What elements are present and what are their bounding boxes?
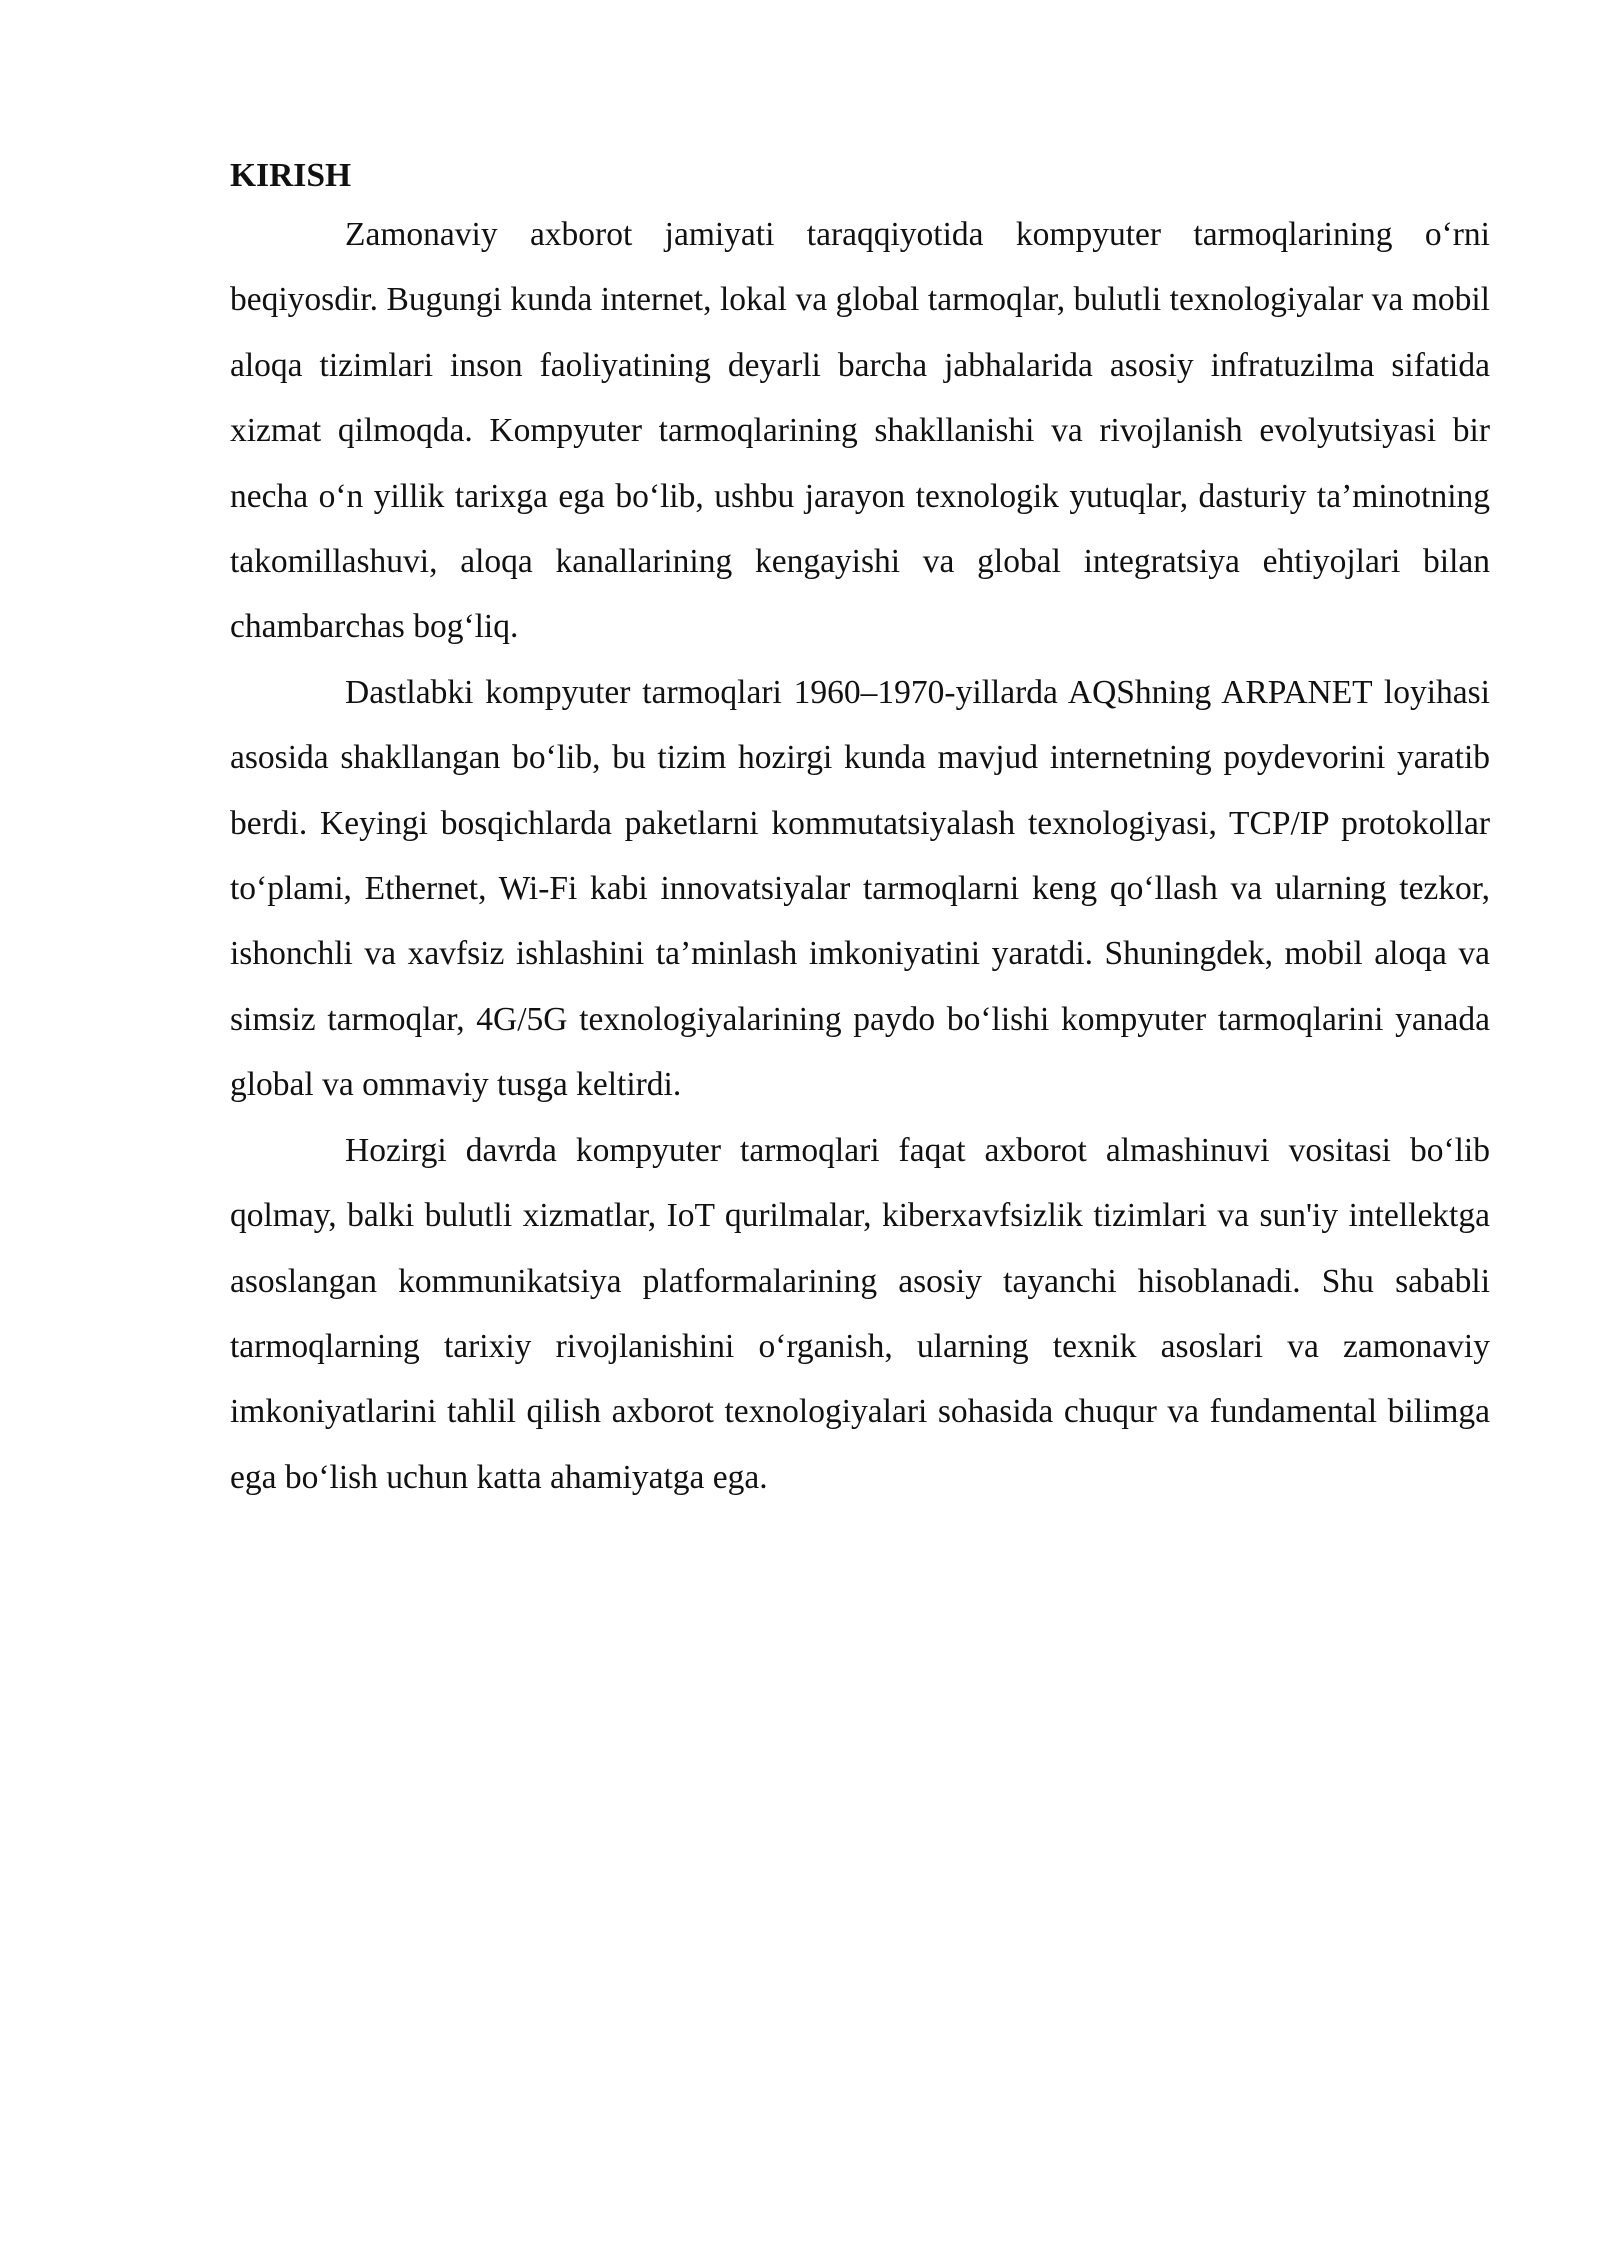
paragraph-history: Dastlabki kompyuter tarmoqlari 1960–1970-yillarda AQShning ARPANET loyihasi asosida shakllangan bo‘lib, bu tizim hozirgi kunda mavjud internetning poydevorini yaratib berdi. Keyingi bosqichlarda paketlarni kommutatsiyalash texnologiyasi, TCP/IP protokollar to‘plami, Ethernet, Wi-Fi kabi innovatsiyalar tarmoqlarni keng qo‘llash va ularning tezkor, ishonchli va xavfsiz ishlashini ta’minlash imkoniyatini yaratdi. Shuningdek, mobil aloqa va simsiz tarmoqlar, 4G/5G texnologiyalarining paydo bo‘lishi kompyuter tarmoqlarini yanada global va ommaviy tusga keltirdi. — [230, 673, 1490, 1104]
paragraph-intro: Zamonaviy axborot jamiyati taraqqiyotida kompyuter tarmoqlarining o‘rni beqiyosdir. Bugungi kunda internet, lokal va global tarmoqlar, bulutli texnologiyalar va mobil aloqa tizimlari inson faoliyatining deyarli barcha jabhalarida asosiy infratuzilma sifatida xizmat qilmoqda. Kompyuter tarmoqlarining shakllanishi va rivojlanish evolyutsiyasi bir necha o‘n yillik tarixga ega bo‘lib, ushbu jarayon texnologik yutuqlar, dasturiy ta’minotning takomillashuvi, aloqa kanallarining kengayishi va global integratsiya ehtiyojlari bilan chambarchas bog‘liq. — [230, 216, 1490, 646]
section-heading: KIRISH — [230, 157, 352, 194]
paragraph-modern: Hozirgi davrda kompyuter tarmoqlari faqat axborot almashinuvi vositasi bo‘lib qolmay, balki bulutli xizmatlar, IoT qurilmalar, kiberxavfsizlik tizimlari va sun'iy intellektga asoslangan kommunikatsiya platformalarining asosiy tayanchi hisoblanadi. Shu sababli tarmoqlarning tarixiy rivojlanishini o‘rganish, ularning texnik asoslari va zamonaviy imkoniyatlarini tahlil qilish axborot texnologiyalari sohasida chuqur va fundamental bilimga ega bo‘lish uchun katta ahamiyatga ega. — [230, 1131, 1490, 1496]
page-content — [230, 150, 1490, 1510]
